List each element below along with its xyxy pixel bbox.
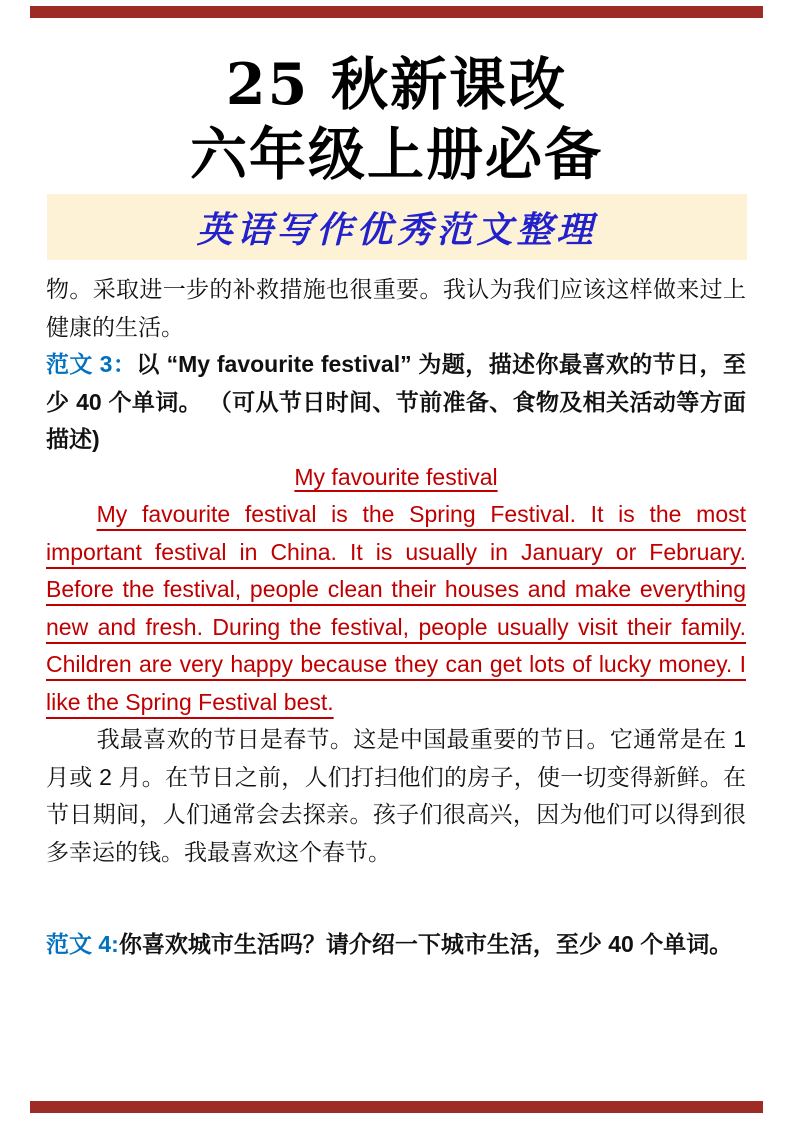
prompt3-paragraph <box>46 346 746 459</box>
document-body <box>46 271 746 964</box>
carryover-paragraph: 物。采取进一步的补救措施也很重要。我认为我们应该这样做来过上健康的生活。 <box>46 276 746 340</box>
top-decorative-bar <box>30 6 763 18</box>
subtitle-banner-text: 英语写作优秀范文整理 <box>196 208 597 251</box>
page-title <box>0 50 793 190</box>
essay-chinese-translation: 我最喜欢的节日是春节。这是中国最重要的节日。它通常是在 1 月或 2 月。在节日之前，人们打扫他们的房子，使一切变得新鲜。在节日期间，人们通常会去探亲。孩子们很高兴，因为他们可以得到很多幸运的钱。我最喜欢这个春节。 <box>46 726 746 865</box>
page-title-line1: 25 秋新课改 <box>225 51 568 118</box>
prompt3-label: 范文 3： <box>46 351 137 377</box>
subtitle-banner <box>47 194 747 260</box>
essay-title: My favourite festival <box>294 463 498 490</box>
prompt4-text: 你喜欢城市生活吗？请介绍一下城市生活，至少 40 个单词。 <box>118 931 733 957</box>
prompt4-paragraph <box>46 926 746 964</box>
page-title-line2: 六年级上册必备 <box>190 121 603 188</box>
essay-english-paragraph: My favourite festival is the Spring Festival. It is the most important festival in China. It is usually in January or February. Before the festival, people clean their houses and make everything new and fresh. During the festival, people usually visit their family. Children are very happy because they can get lots of lucky money. I like the Spring Festival best. <box>46 501 746 715</box>
bottom-decorative-bar <box>30 1101 763 1113</box>
prompt4-label: 范文 4: <box>46 931 119 957</box>
prompt3-text: 以 “My favourite festival” 为题，描述你最喜欢的节日，至少 40 个单词。 （可从节日时间、节前准备、食物及相关活动等方面描述) <box>46 351 746 452</box>
